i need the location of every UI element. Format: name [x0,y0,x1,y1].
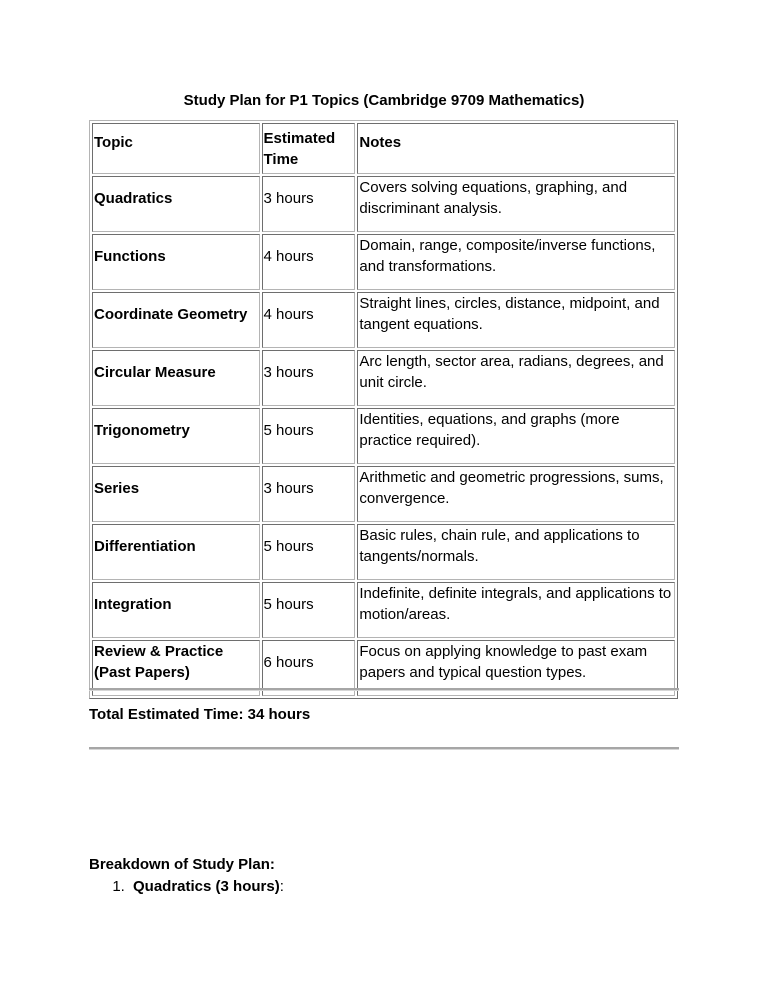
cell-time: 4 hours [262,292,356,348]
document-title: Study Plan for P1 Topics (Cambridge 9709 Mathematics) [183,92,585,109]
table-row [92,350,675,406]
header-notes: Notes [357,123,675,174]
cell-time: 3 hours [262,466,356,522]
cell-notes: Straight lines, circles, distance, midpoint, and tangent equations. [357,292,675,348]
cell-time: 5 hours [262,582,356,638]
list-item [129,878,284,896]
cell-notes: Arc length, sector area, radians, degrees, and unit circle. [357,350,675,406]
breakdown-item-suffix: : [279,878,284,895]
breakdown-item-label: Quadratics (3 hours) [133,878,280,895]
header-topic: Topic [92,123,260,174]
table-row [92,524,675,580]
cell-topic: Coordinate Geometry [92,292,260,348]
cell-time: 6 hours [262,640,356,696]
cell-topic: Review & Practice (Past Papers) [92,640,260,696]
breakdown-heading: Breakdown of Study Plan: [89,856,275,873]
study-plan-table [89,120,678,699]
cell-topic: Quadratics [92,176,260,232]
cell-topic: Differentiation [92,524,260,580]
cell-topic: Trigonometry [92,408,260,464]
table-row [92,176,675,232]
cell-topic: Circular Measure [92,350,260,406]
table-row [92,582,675,638]
cell-notes: Arithmetic and geometric progressions, sums, convergence. [357,466,675,522]
cell-time: 3 hours [262,176,356,232]
total-estimated-time: Total Estimated Time: 34 hours [89,706,311,723]
cell-time: 4 hours [262,234,356,290]
table-row [92,234,675,290]
cell-notes: Identities, equations, and graphs (more practice required). [357,408,675,464]
header-estimated-time: Estimated Time [262,123,356,174]
horizontal-divider [89,747,679,750]
breakdown-list [89,878,284,896]
cell-notes: Domain, range, composite/inverse functions, and transformations. [357,234,675,290]
cell-time: 3 hours [262,350,356,406]
cell-topic: Functions [92,234,260,290]
cell-notes: Basic rules, chain rule, and applications to tangents/normals. [357,524,675,580]
horizontal-divider [89,688,679,691]
table-row [92,292,675,348]
table-header-row [92,123,675,174]
cell-notes: Indefinite, definite integrals, and applications to motion/areas. [357,582,675,638]
cell-time: 5 hours [262,408,356,464]
cell-notes: Covers solving equations, graphing, and discriminant analysis. [357,176,675,232]
cell-time: 5 hours [262,524,356,580]
cell-topic: Series [92,466,260,522]
cell-notes: Focus on applying knowledge to past exam papers and typical question types. [357,640,675,696]
cell-topic: Integration [92,582,260,638]
table-row [92,466,675,522]
table-row [92,408,675,464]
